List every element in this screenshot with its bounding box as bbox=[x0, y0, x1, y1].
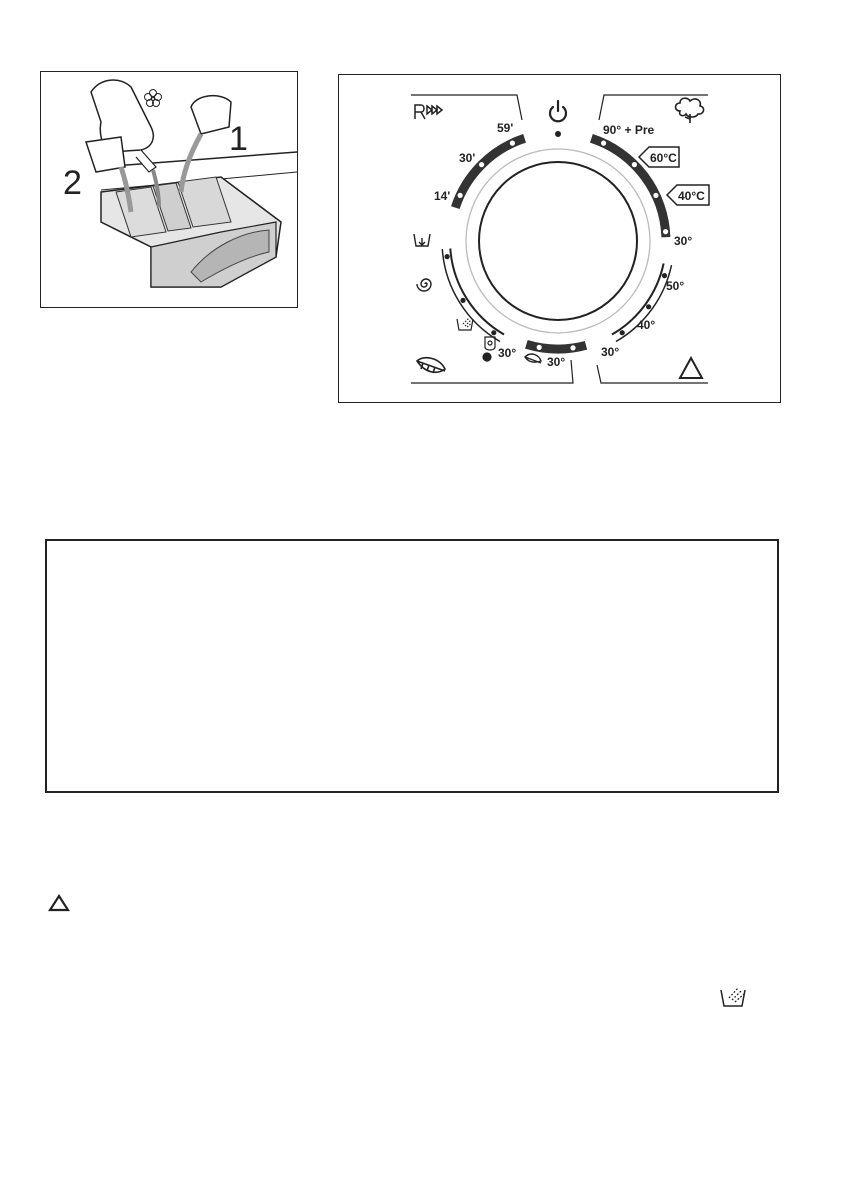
program-dot-wool-30[interactable] bbox=[537, 345, 542, 350]
compartment-label-1: 1 bbox=[229, 120, 248, 158]
program-dot-cotton-40[interactable] bbox=[653, 193, 658, 198]
delicate-small-feather-icon bbox=[525, 354, 541, 363]
quick-wash-icon bbox=[415, 105, 442, 119]
feather-icon bbox=[417, 358, 445, 373]
empty-notice-box bbox=[45, 539, 779, 793]
svg-text:40°C: 40°C bbox=[678, 189, 705, 203]
program-dot-synth-50[interactable] bbox=[662, 273, 667, 278]
rinse-icon bbox=[457, 318, 473, 330]
program-dot-quick-30[interactable] bbox=[479, 162, 484, 167]
program-dot-quick-14[interactable] bbox=[458, 193, 463, 198]
cotton-90-pre-label: 90° + Pre bbox=[603, 123, 655, 137]
program-dot-cotton-30[interactable] bbox=[663, 229, 668, 234]
cotton-30-label: 30° bbox=[674, 234, 693, 248]
program-dial-figure bbox=[338, 74, 781, 403]
drain-icon bbox=[414, 234, 430, 246]
program-dot-rinse[interactable] bbox=[491, 330, 496, 335]
svg-text:60°C: 60°C bbox=[650, 151, 677, 165]
program-dial bbox=[339, 75, 780, 402]
program-dot-quick-59[interactable] bbox=[510, 141, 515, 146]
quick-30-label: 30' bbox=[459, 151, 476, 165]
program-dot-cotton-90[interactable] bbox=[601, 141, 606, 146]
program-dot-cotton-60[interactable] bbox=[632, 162, 637, 167]
program-dot-drain[interactable] bbox=[445, 254, 450, 259]
spin-icon bbox=[417, 279, 431, 291]
special-arc bbox=[450, 249, 504, 335]
program-dot-delicate-30[interactable] bbox=[570, 345, 575, 350]
program-dot-synth-30[interactable] bbox=[620, 330, 625, 335]
quick-wash-arc bbox=[455, 138, 524, 207]
program-knob[interactable] bbox=[479, 162, 637, 320]
synthetic-30-label: 30° bbox=[601, 345, 620, 359]
eco-40-tag bbox=[667, 185, 709, 205]
delicate-arc bbox=[526, 344, 586, 349]
program-dot-spin[interactable] bbox=[460, 298, 465, 303]
cup-1 bbox=[191, 96, 231, 134]
synthetic-50-label: 50° bbox=[666, 279, 685, 293]
delicate-30-label: 30° bbox=[547, 355, 566, 369]
synthetic-triangle-icon bbox=[680, 358, 702, 378]
softener-flower-icon bbox=[145, 90, 162, 107]
program-dot-synth-40[interactable] bbox=[646, 304, 651, 309]
detergent-drawer-illustration bbox=[41, 72, 297, 307]
delicate-triangle-icon bbox=[48, 894, 70, 912]
cotton-icon bbox=[676, 98, 704, 123]
detergent-drawer-figure bbox=[40, 71, 298, 308]
rinse-icon bbox=[718, 982, 748, 1008]
eco-60-tag bbox=[639, 147, 679, 167]
synthetic-40-label: 40° bbox=[637, 318, 656, 332]
compartment-label-2: 2 bbox=[63, 164, 82, 202]
quick-14-label: 14' bbox=[434, 189, 451, 203]
cup-2 bbox=[86, 137, 125, 172]
power-icon[interactable] bbox=[550, 101, 566, 121]
wool-icon bbox=[483, 337, 495, 361]
wool-30-label: 30° bbox=[498, 346, 517, 360]
dial-outer-ring bbox=[466, 149, 650, 333]
quick-59-label: 59' bbox=[497, 121, 514, 135]
